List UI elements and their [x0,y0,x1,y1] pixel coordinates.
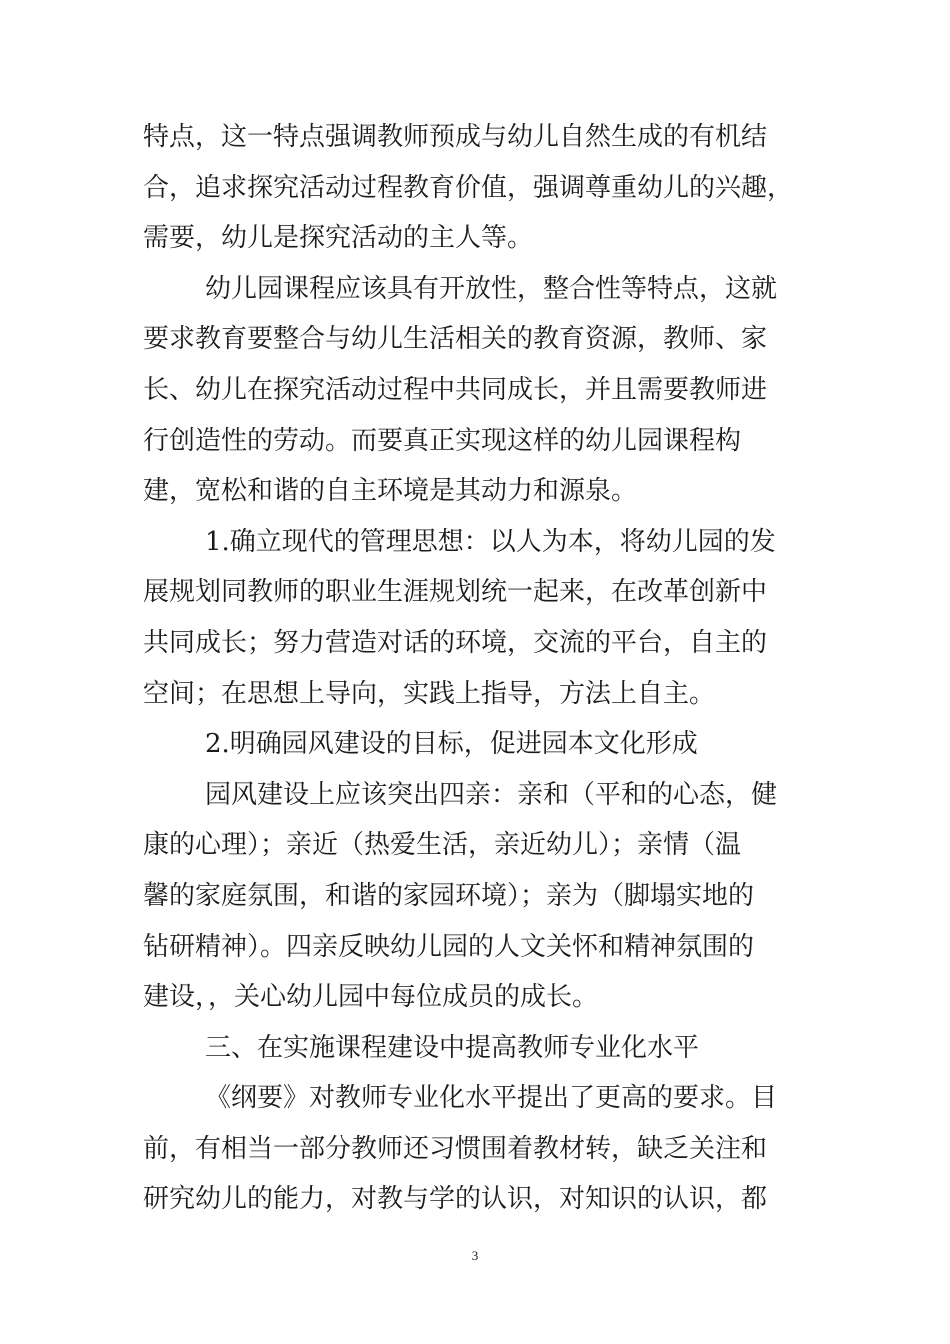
text-line: 共同成长；努力营造对话的环境，交流的平台，自主的 [143,627,768,658]
text-line: 空间；在思想上导向，实践上指导，方法上自主。 [143,678,716,709]
paragraph-start-line: 幼儿园课程应该具有开放性，整合性等特点，这就 [205,273,778,304]
text-line: 前，有相当一部分教师还习惯围着教材转，缺乏关注和 [143,1133,768,1164]
text-line: 建，宽松和谐的自主环境是其动力和源泉。 [143,476,638,507]
text-line: 特点，这一特点强调教师预成与幼儿自然生成的有机结 [143,122,768,152]
section-heading: 2.明确园风建设的目标，促进园本文化形成 [205,729,698,760]
text-line: 建设，，关心幼儿园中每位成员的成长。 [143,982,599,1013]
text-line: 合，追求探究活动过程教育价值，强调尊重幼儿的兴趣， [143,172,794,203]
text-line: 钻研精神）。四亲反映幼儿园的人文关怀和精神氛围的 [143,931,755,962]
paragraph-start-line: 《纲要》对教师专业化水平提出了更高的要求。目 [205,1083,778,1114]
text-line: 展规划同教师的职业生涯规划统一起来，在改革创新中 [143,577,768,608]
paragraph-start-line: 园风建设上应该突出四亲：亲和（平和的心态，健 [205,779,778,810]
text-line: 馨的家庭氛围，和谐的家园环境）；亲为（脚塌实地的 [143,880,755,911]
paragraph-start-line: 1.确立现代的管理思想：以人为本，将幼儿园的发 [205,526,776,557]
section-heading: 三、在实施课程建设中提高教师专业化水平 [205,1032,700,1063]
body-text [143,112,813,1225]
text-line: 长、幼儿在探究活动过程中共同成长，并且需要教师进 [143,374,768,405]
text-line: 研究幼儿的能力，对教与学的认识，对知识的认识，都 [143,1184,768,1215]
text-line: 要求教育要整合与幼儿生活相关的教育资源，教师、家 [143,324,768,355]
text-line: 康的心理）；亲近（热爱生活，亲近幼儿）；亲情（温 [143,830,742,861]
text-line: 需要，幼儿是探究活动的主人等。 [143,223,534,254]
text-line: 行创造性的劳动。而要真正实现这样的幼儿园课程构 [143,425,742,456]
page-number: 3 [471,1248,479,1263]
